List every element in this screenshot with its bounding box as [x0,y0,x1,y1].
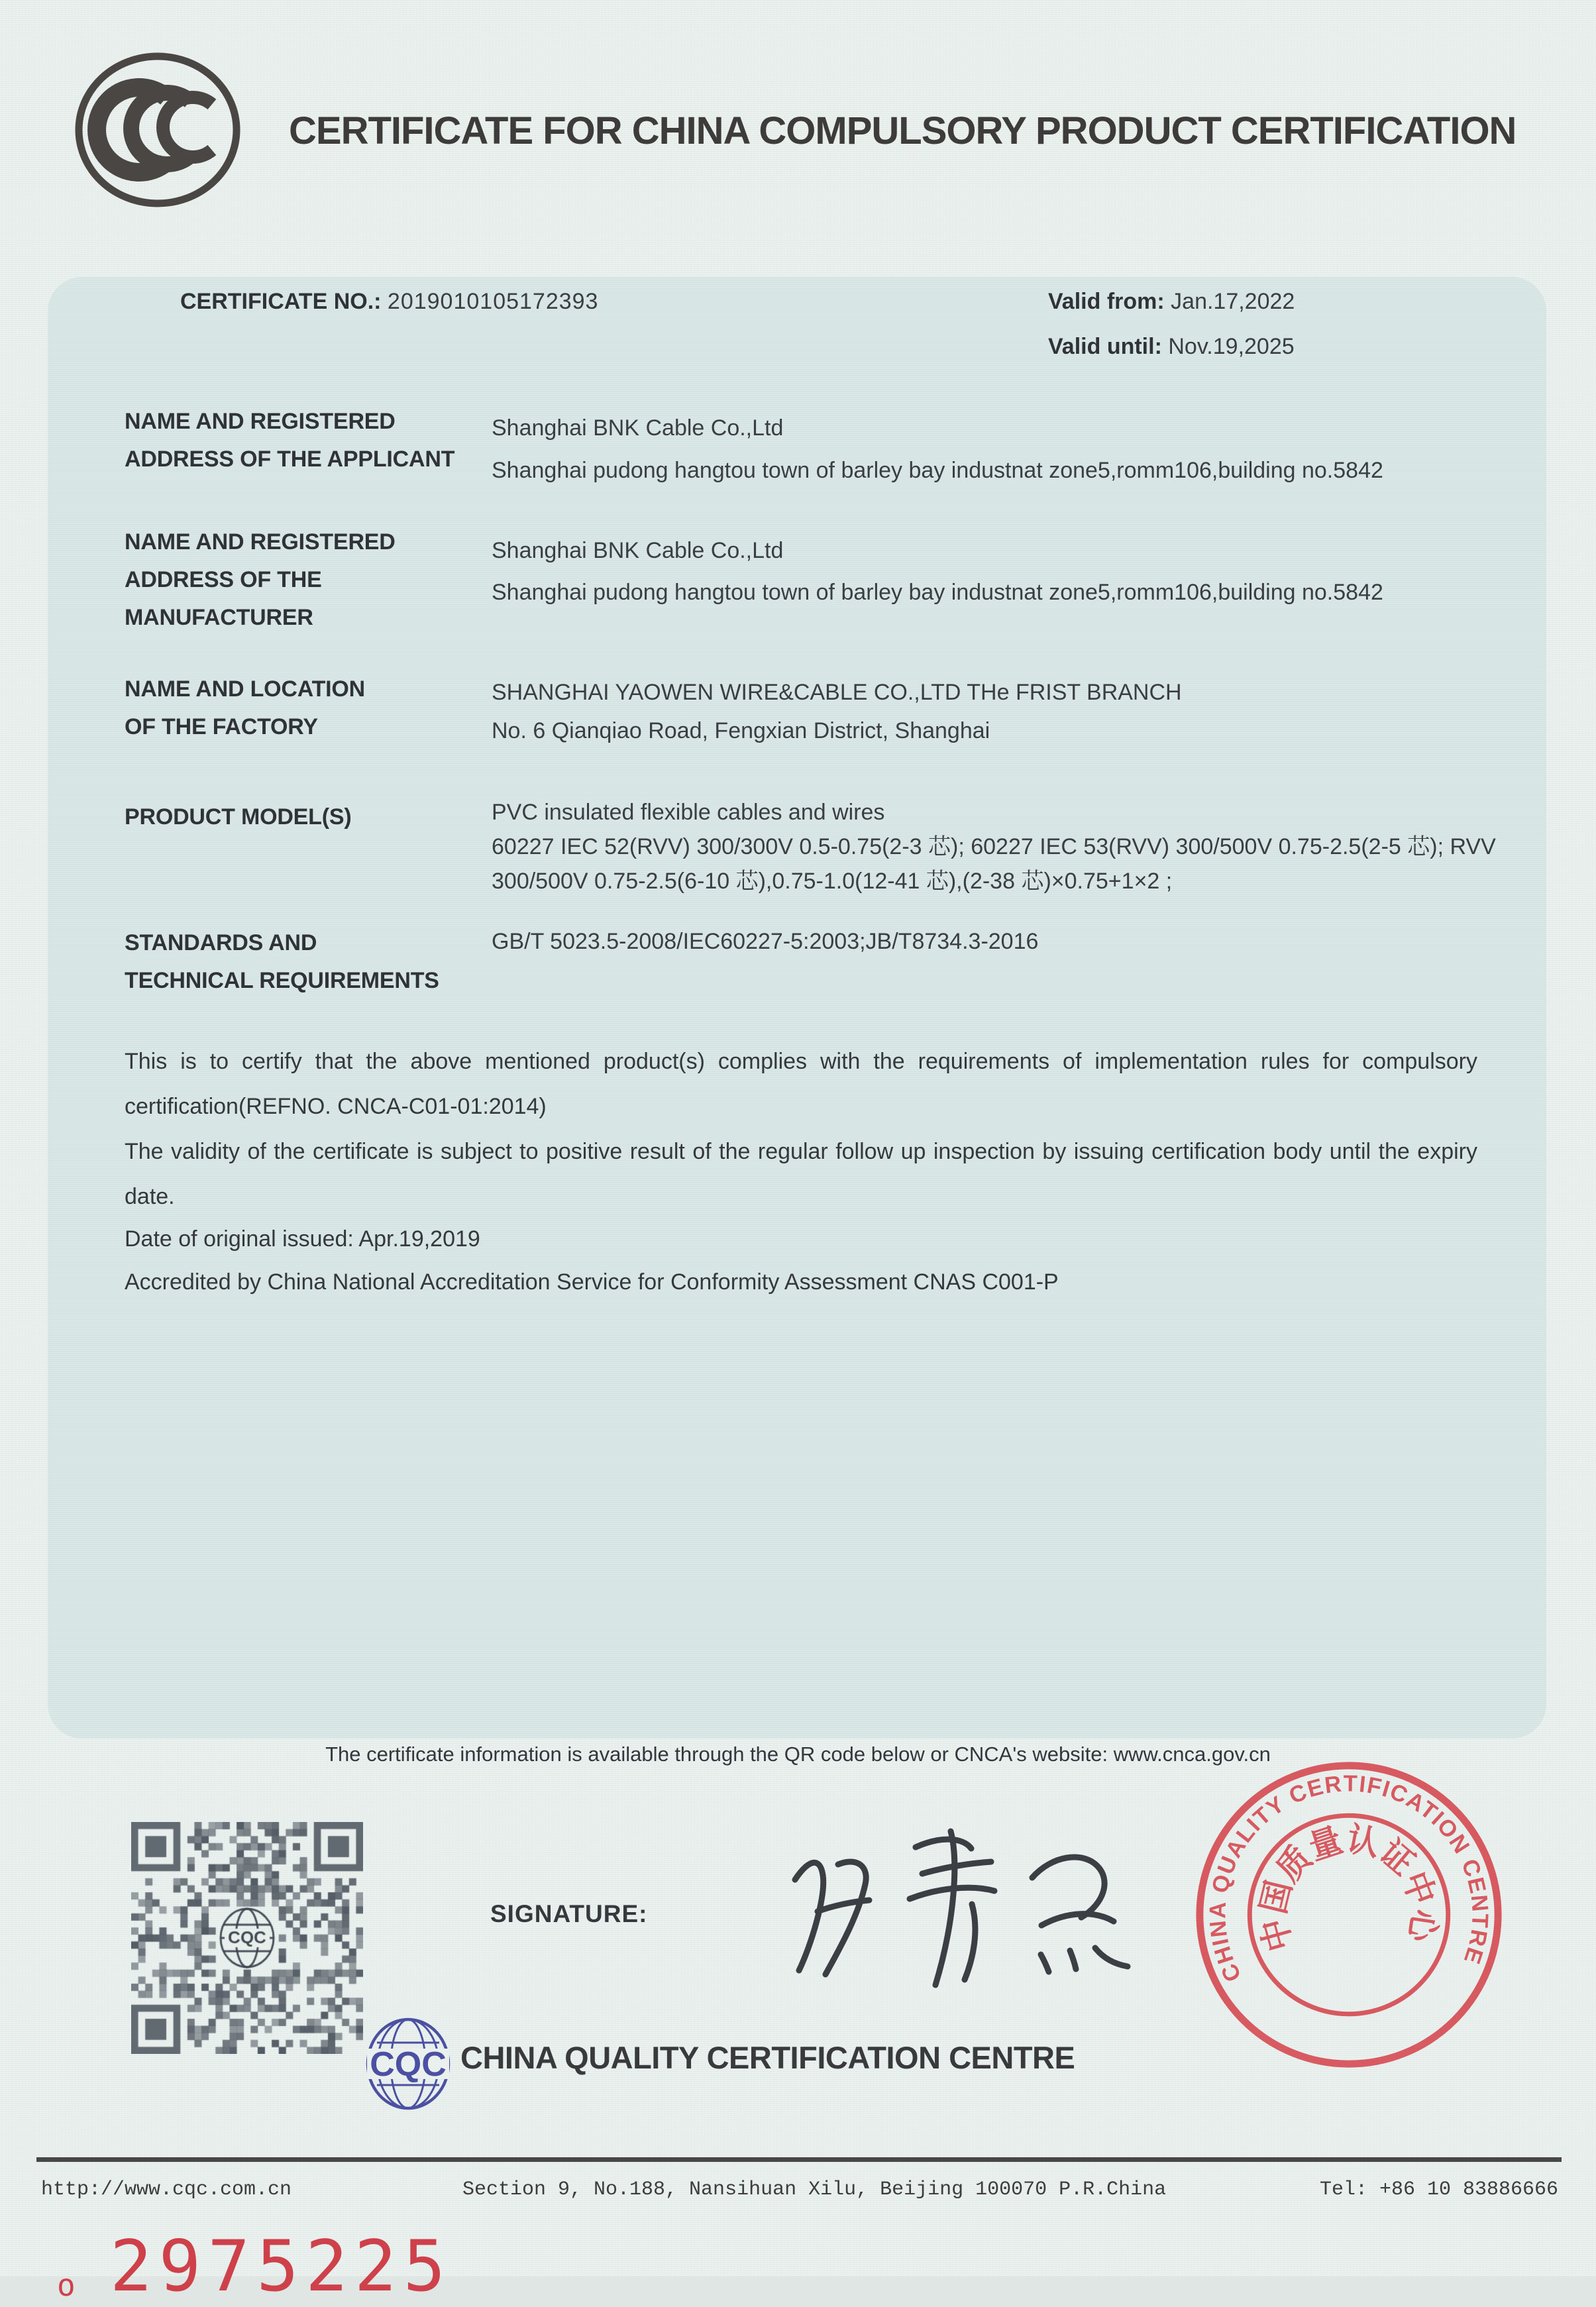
validity-paragraph-line1: The validity of the certificate is subject to positive result of the regular follow up inspection by issuing certification body until the expiry [125,1139,1477,1164]
valid-until-line [1048,334,1295,360]
product-models-value: PVC insulated flexible cables and wires 60227 IEC 52(RVV) 300/300V 0.5-0.75(2-3 芯); 60227 IEC 53(RVV) 300/500V 0.75-2.5(2-5 芯); RVV 300/500V 0.75-2.5(6-10 芯),0.75-1.0(12-41 芯),(2-38 芯)×0.75+1×2 ; [492,800,1496,894]
factory-value: SHANGHAI YAOWEN WIRE&CABLE CO.,LTD THe FRIST BRANCH No. 6 Qianqiao Road, Fengxian District, Shanghai [492,680,1182,743]
valid-from-value: Jan.17,2022 [1171,289,1295,314]
certify-paragraph-line2: certification(REFNO. CNCA-C01-01:2014) [125,1094,547,1119]
certify-paragraph-line1: This is to certify that the above mentioned product(s) complies with the requirements of implementation rules for compulsory [125,1049,1477,1074]
certificate-body-panel [48,277,1546,1739]
qr-info-note: The certificate information is available through the QR code below or CNCA's website: www.cnca.gov.cn [325,1743,1271,1766]
standards-label: STANDARDS AND TECHNICAL REQUIREMENTS [125,930,439,993]
footer-telephone: Tel: +86 10 83886666 [1320,2178,1559,2201]
valid-until-label: Valid until: [1048,334,1162,359]
applicant-value: Shanghai BNK Cable Co.,Ltd Shanghai pudong hangtou town of barley bay industnat zone5,romm106,building no.5842 [492,415,1383,483]
certificate-number-line [180,289,598,315]
signature-label: SIGNATURE: [490,1900,648,1927]
valid-from-label: Valid from: [1048,289,1165,314]
product-models-label: PRODUCT MODEL(S) [125,804,352,830]
cqc-acronym-text: CQC [370,2045,447,2084]
original-issue-date-line: Date of original issued: Apr.19,2019 [125,1226,480,1252]
serial-number [57,2226,452,2307]
accreditation-line: Accredited by China National Accreditation Service for Conformity Assessment CNAS C001-P [125,1269,1059,1295]
qr-code [131,1822,363,2054]
footer-divider [36,2157,1562,2162]
manufacturer-value: Shanghai BNK Cable Co.,Ltd Shanghai pudong hangtou town of barley bay industnat zone5,romm106,building no.5842 [492,538,1383,605]
manufacturer-label: NAME AND REGISTERED ADDRESS OF THE MANUFACTURER [125,529,396,630]
valid-until-value: Nov.19,2025 [1168,334,1295,359]
page-title: CERTIFICATE FOR CHINA COMPULSORY PRODUCT CERTIFICATION [289,109,1516,152]
validity-paragraph-line2: date. [125,1184,175,1209]
stamp-inner-text: 中国质量认证中心 [1253,1819,1445,1956]
factory-label: NAME AND LOCATION OF THE FACTORY [125,676,366,739]
ccc-logo-icon [73,52,242,208]
footer-website: http://www.cqc.com.cn [41,2178,292,2201]
signature-handwriting [749,1817,1146,2015]
standards-value: GB/T 5023.5-2008/IEC60227-5:2003;JB/T8734.3-2016 [492,929,1039,954]
valid-from-line [1048,289,1295,315]
cqc-globe-icon [363,2014,453,2114]
footer-address: Section 9, No.188, Nansihuan Xilu, Beijing 100070 P.R.China [462,2178,1167,2201]
cqc-stamp [1191,1757,1507,2072]
serial-prefix: o [57,2267,76,2303]
issuer-name: CHINA QUALITY CERTIFICATION CENTRE [460,2040,1075,2075]
serial-digits: 2975225 [109,2226,452,2307]
certificate-number-label: CERTIFICATE NO.: [180,289,382,314]
stamp-ring-text: CHINA QUALITY CERTIFICATION CENTRE [1205,1771,1493,1986]
applicant-label: NAME AND REGISTERED ADDRESS OF THE APPLICANT [125,409,455,472]
certificate-number-value: 2019010105172393 [387,289,599,314]
